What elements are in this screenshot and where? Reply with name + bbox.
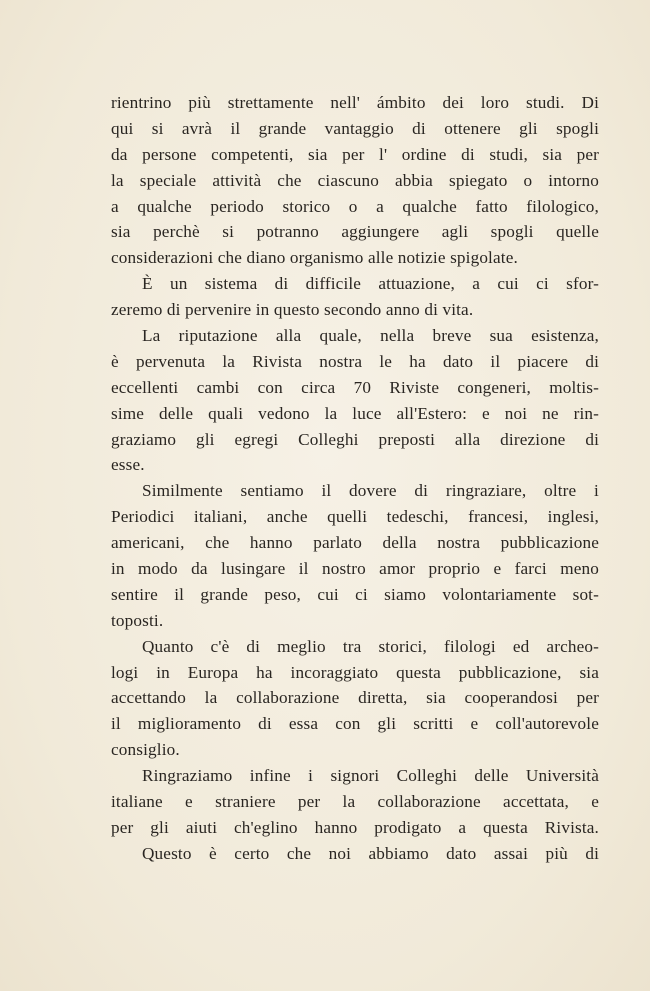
- text-line: per gli aiuti ch'eglino hanno prodigato a questa Rivista.: [111, 817, 599, 837]
- text-line: consiglio.: [111, 740, 180, 760]
- text-line: sime delle quali vedono la luce all'Estero: e noi ne rin-: [111, 403, 599, 423]
- text-line: esse.: [111, 455, 145, 475]
- text-line: È un sistema di difficile attuazione, a cui ci sfor-: [142, 274, 599, 294]
- text-line: accettando la collaborazione diretta, sia cooperandosi per: [111, 688, 599, 708]
- text-line: è pervenuta la Rivista nostra le ha dato il piacere di: [111, 351, 599, 371]
- text-line: Periodici italiani, anche quelli tedeschi, francesi, inglesi,: [111, 507, 599, 527]
- text-line: il miglioramento di essa con gli scritti e coll'autorevole: [111, 714, 599, 734]
- text-line: da persone competenti, sia per l' ordine di studi, sia per: [111, 144, 599, 164]
- text-line: zeremo di pervenire in questo secondo anno di vita.: [111, 300, 474, 320]
- text-line: logi in Europa ha incoraggiato questa pubblicazione, sia: [111, 662, 599, 682]
- text-line: La riputazione alla quale, nella breve sua esistenza,: [142, 326, 599, 346]
- text-line: sentire il grande peso, cui ci siamo volontariamente sot-: [111, 584, 599, 604]
- text-line: toposti.: [111, 610, 164, 630]
- text-line: Similmente sentiamo il dovere di ringraziare, oltre i: [142, 481, 599, 501]
- text-line: Ringraziamo infine i signori Colleghi delle Università: [142, 766, 599, 786]
- text-line: in modo da lusingare il nostro amor proprio e farci meno: [111, 559, 599, 579]
- text-line: considerazioni che diano organismo alle notizie spigolate.: [111, 248, 518, 268]
- text-line: rientrino più strettamente nell' ámbito dei loro studi. Di: [111, 93, 599, 112]
- text-line: italiane e straniere per la collaborazione accettata, e: [111, 792, 599, 812]
- text-line: Questo è certo che noi abbiamo dato assai più di: [142, 843, 599, 863]
- text-line: graziamo gli egregi Colleghi preposti alla direzione di: [111, 429, 599, 449]
- text-line: qui si avrà il grande vantaggio di ottenere gli spogli: [111, 118, 599, 138]
- text-line: la speciale attività che ciascuno abbia spiegato o intorno: [111, 170, 599, 190]
- text-line: sia perchè si potranno aggiungere agli spogli quelle: [111, 222, 599, 242]
- text-line: a qualche periodo storico o a qualche fatto filologico,: [111, 196, 599, 216]
- text-line: eccellenti cambi con circa 70 Riviste congeneri, moltis-: [111, 377, 599, 397]
- text-line: americani, che hanno parlato della nostra pubblicazione: [111, 533, 599, 553]
- page-text: [111, 90, 599, 867]
- text-line: Quanto c'è di meglio tra storici, filologi ed archeo-: [142, 636, 599, 656]
